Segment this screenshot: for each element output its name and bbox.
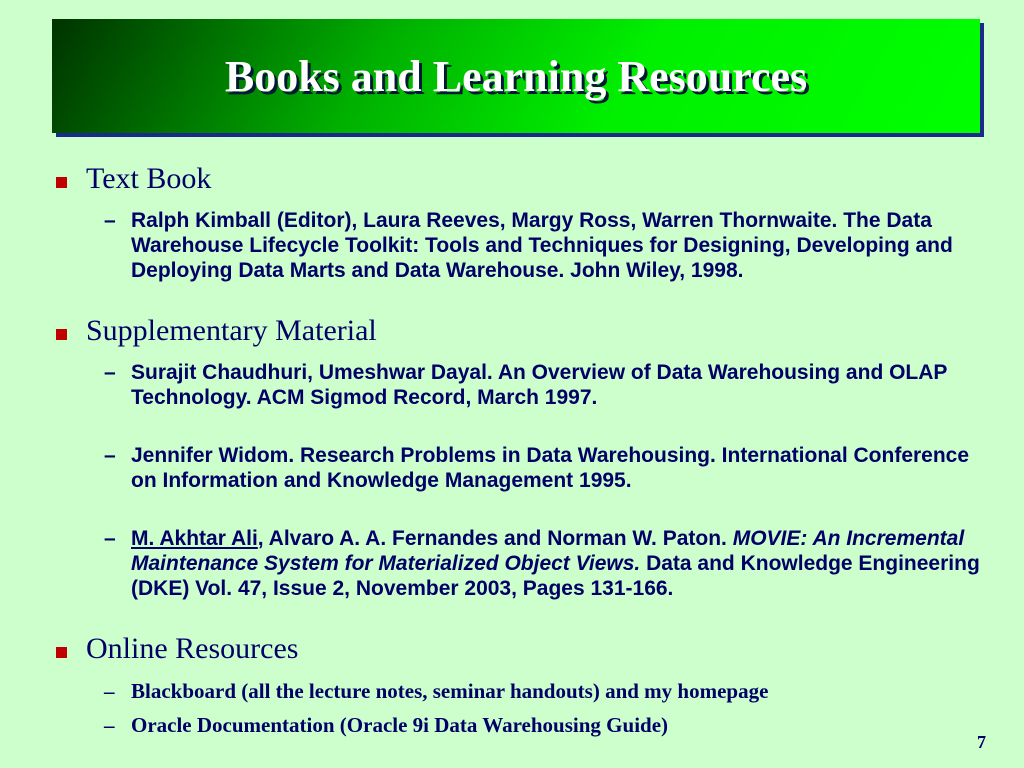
dash-bullet: – xyxy=(104,209,116,232)
reference-text xyxy=(131,526,981,601)
author-link[interactable]: M. Akhtar Ali xyxy=(131,527,258,550)
red-square-bullet-icon xyxy=(56,329,67,340)
resource-text: Oracle Documentation (Oracle 9i Data Warehousing Guide) xyxy=(131,713,669,737)
page-number: 7 xyxy=(977,732,986,752)
reference-title: MOVIE: An Incremental Maintenance System for Materialized Object Views. xyxy=(131,527,965,575)
reference-text: Jennifer Widom. Research Problems in Data Warehousing. International Conference on Information and Knowledge Management 1995. xyxy=(131,444,970,492)
dash-bullet: – xyxy=(104,679,115,703)
dash-bullet: – xyxy=(104,444,116,467)
dash-bullet: – xyxy=(104,361,116,384)
reference-text: Ralph Kimball (Editor), Laura Reeves, Margy Ross, Warren Thornwaite. The Data Warehouse Lifecycle Toolkit: Tools and Techniques for Designing, Developing and Deploying Data Marts and Data Warehouse. John Wiley, 1998. xyxy=(131,209,953,282)
slide-title: Books and Learning Resources xyxy=(224,51,808,101)
section-heading: Text Book xyxy=(86,162,212,195)
section-heading: Supplementary Material xyxy=(86,314,377,347)
section-heading: Online Resources xyxy=(86,632,299,665)
title-banner xyxy=(52,19,980,133)
dash-bullet: – xyxy=(104,713,115,737)
reference-authors: , Alvaro A. A. Fernandes and Norman W. Paton. xyxy=(257,527,733,550)
reference-text: Surajit Chaudhuri, Umeshwar Dayal. An Overview of Data Warehousing and OLAP Technology. ACM Sigmod Record, March 1997. xyxy=(131,361,948,409)
red-square-bullet-icon xyxy=(56,177,67,188)
dash-bullet: – xyxy=(104,527,116,550)
reference-venue: Data and Knowledge Engineering (DKE) Vol. 47, Issue 2, November 2003, Pages 131-166. xyxy=(131,552,980,600)
resource-text: Blackboard (all the lecture notes, seminar handouts) and my homepage xyxy=(131,679,769,703)
red-square-bullet-icon xyxy=(56,647,67,658)
